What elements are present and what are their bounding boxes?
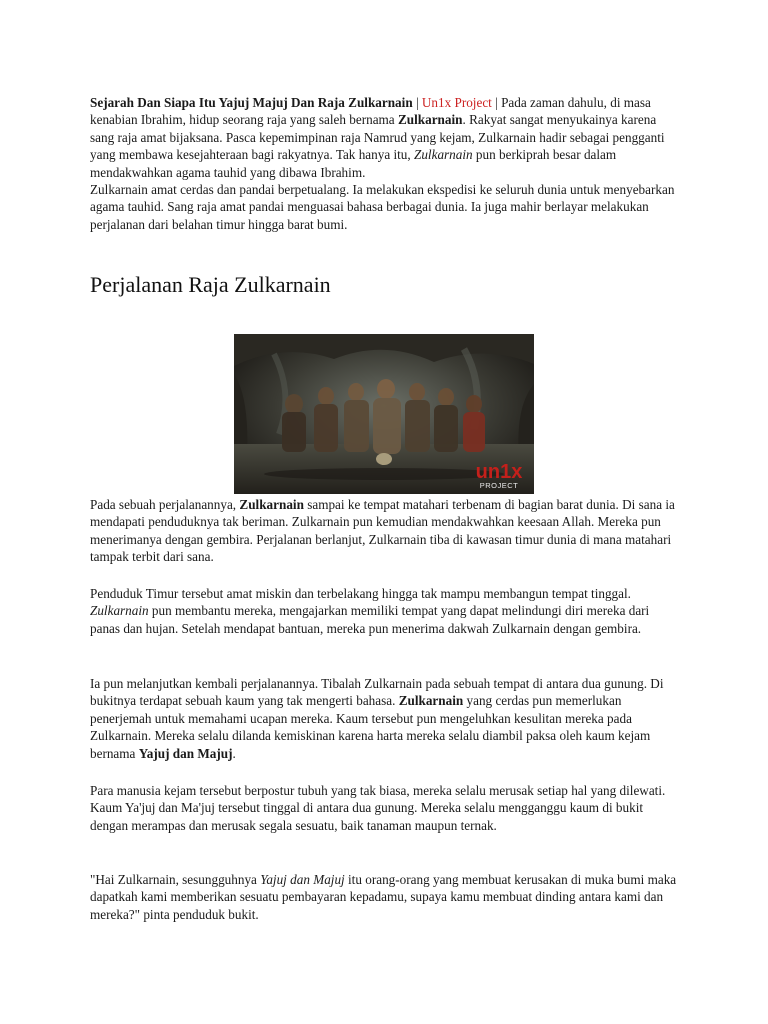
intro-text: Pada zaman dahulu, di masa kenabian Ibrahim, hidup seorang raja yang saleh bernama: [90, 95, 651, 128]
source-link[interactable]: Un1x Project: [421, 95, 492, 110]
italic-name: Zulkarnain: [414, 147, 473, 163]
paragraph-5: "Hai Zulkarnain, sesungguhnya Yajuj dan Majuj itu orang-orang yang membuat kerusakan di muka bumi maka dapatkah kami memberikan sesuatu pembayaran kepadamu, supaya kamu membuat dinding antara kami dan mereka?" pinta penduduk bukit.: [90, 872, 677, 922]
italic-name: Yajuj dan Majuj: [260, 872, 345, 887]
bold-name: Zulkarnain: [397, 112, 463, 128]
intro-text: . Rakyat sangat menyukainya karena sang raja amat bijaksana. Pasca kepemimpinan raja Namrud yang kejam, Zulkarnain hadir sebagai pengganti yang membawa kesejahteraan bagi rakyatnya. Tak hanya itu,: [90, 112, 665, 163]
watermark-logo: un1x: [475, 461, 523, 483]
intro-paragraph-2: Zulkarnain amat cerdas dan pandai berpetualang. Ia melakukan ekspedisi ke seluruh dunia untuk menyebarkan agama tauhid. Sang raja amat pandai menguasai bahasa berbagai dunia. Ia juga mahir berlayar melakukan perjalanan dari belahan timur hingga barat bumi.: [90, 182, 675, 232]
bold-name: Yajuj dan Majuj: [138, 745, 233, 761]
intro-text: pun berkiprah besar dalam mendakwahkan agama tauhid yang dibawa Ibrahim.: [90, 147, 617, 180]
intro-block: [90, 94, 680, 233]
bold-name: Zulkarnain: [398, 693, 464, 709]
italic-name: Zulkarnain: [90, 603, 149, 619]
section-heading: Perjalanan Raja Zulkarnain: [90, 272, 331, 297]
watermark: [468, 463, 530, 490]
bold-name: Zulkarnain: [239, 497, 304, 512]
article-image: [234, 334, 534, 494]
article-title: Sejarah Dan Siapa Itu Yajuj Majuj Dan Raja Zulkarnain: [90, 95, 413, 110]
paragraph-2: Penduduk Timur tersebut amat miskin dan terbelakang hingga tak mampu membangun tempat tinggal. Zulkarnain pun membantu mereka, mengajarkan memiliki tempat yang dapat melindungi diri mereka dari panas dan hujan. Setelah mendapat bantuan, mereka pun menerima dakwah Zulkarnain dengan gembira.: [90, 586, 650, 636]
paragraph-3: Ia pun melanjutkan kembali perjalanannya. Tibalah Zulkarnain pada sebuah tempat di antara dua gunung. Di bukitnya terdapat sebuah kaum yang tak mengerti bahasa. Zulkarnain yang cerdas pun memerlukan penerjemah untuk memahami ucapan mereka. Kaum tersebut pun mengeluhkan kesulitan mereka pada Zulkarnain. Mereka selalu dilanda kemiskinan karena harta mereka selalu diambil paksa oleh kaum kejam bernama Yajuj dan Majuj.: [90, 676, 664, 761]
paragraph-4: Para manusia kejam tersebut berpostur tubuh yang tak biasa, mereka selalu merusak setiap hal yang dilewati. Kaum Ya'juj dan Ma'juj tersebut tinggal di antara dua gunung. Mereka selalu mengganggu kaum di bukit dengan merampas dan merusak segala sesuatu, baik tanaman maupun ternak.: [90, 783, 666, 833]
paragraph-1: Pada sebuah perjalanannya, Zulkarnain sampai ke tempat matahari terbenam di bagian barat dunia. Di sana ia mendapati penduduknya tak beriman. Zulkarnain pun kemudian mendakwahkan keesaan Allah. Mereka pun menerimanya dengan gembira. Perjalanan berlanjut, Zulkarnain tiba di kawasan timur dunia di mana matahari tampak terbit dari sana.: [90, 497, 675, 565]
separator: |: [412, 95, 422, 110]
watermark-subtitle: PROJECT: [479, 481, 519, 490]
separator: |: [491, 95, 502, 110]
intro-paragraph: [90, 94, 680, 181]
